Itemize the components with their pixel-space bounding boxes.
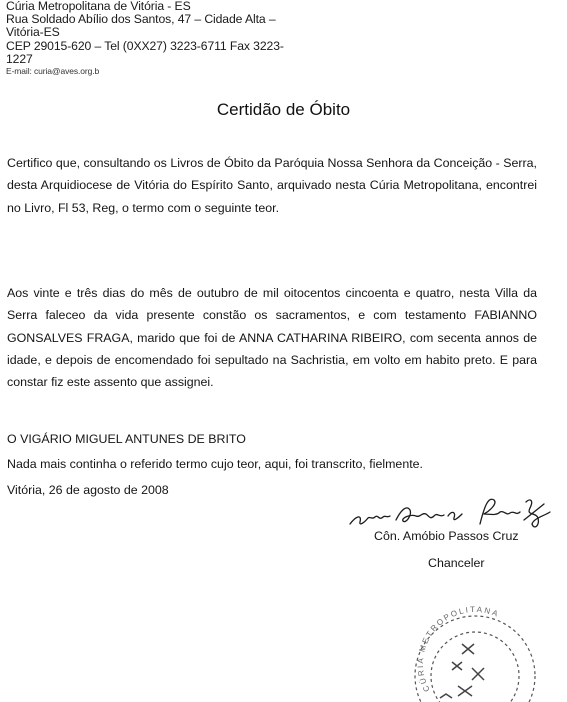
letterhead <box>6 0 306 77</box>
letterhead-address: Rua Soldado Abílio dos Santos, 47 – Cidade Alta – Vitória-ES <box>6 12 276 40</box>
letterhead-email: E-mail: curia@aves.org.b <box>6 66 100 77</box>
closing-statement: Nada mais continha o referido termo cujo teor, aqui, foi transcrito, fielmente. <box>7 457 423 471</box>
place-and-date: Vitória, 26 de agosto de 2008 <box>7 483 169 497</box>
record-transcription-paragraph: Aos vinte e três dias do mês de outubro de mil oitocentos cincoenta e quatro, nesta Villa da Serra faleceo da vida presente constão os sacramentos, e com testamento FABIANNO GONSALVES FRAGA, marido que foi de ANNA CATHARINA RIBEIRO, com secenta annos de idade, e depois de encomendado foi sepultado na Sachristia, em volto em habito preto. E para constar fiz este assento que assignei. <box>7 286 537 390</box>
seal-text: CÚRIA METROPOLITANA <box>415 604 501 694</box>
certification-paragraph: Certifico que, consultando os Livros de Óbito da Paróquia Nossa Senhora da Conceição - Serra, desta Arquidiocese de Vitória do Espírito Santo, arquivado nesta Cúria Metropolitana, encontrei no Livro, Fl 53, Reg, o termo com o seguinte teor. <box>7 156 537 215</box>
letterhead-contact: CEP 29015-620 – Tel (0XX27) 3223-6711 Fax 3223-1227 <box>6 38 284 66</box>
signer-name: Côn. Amóbio Passos Cruz <box>374 529 519 543</box>
signer-role: Chanceler <box>428 556 485 570</box>
handwritten-signature <box>348 490 553 532</box>
letterhead-institution: Cúria Metropolitana de Vitória - ES <box>6 0 191 13</box>
official-seal <box>400 598 550 702</box>
vicar-name: O VIGÁRIO MIGUEL ANTUNES DE BRITO <box>7 432 246 446</box>
document-title: Certidão de Óbito <box>216 100 351 119</box>
